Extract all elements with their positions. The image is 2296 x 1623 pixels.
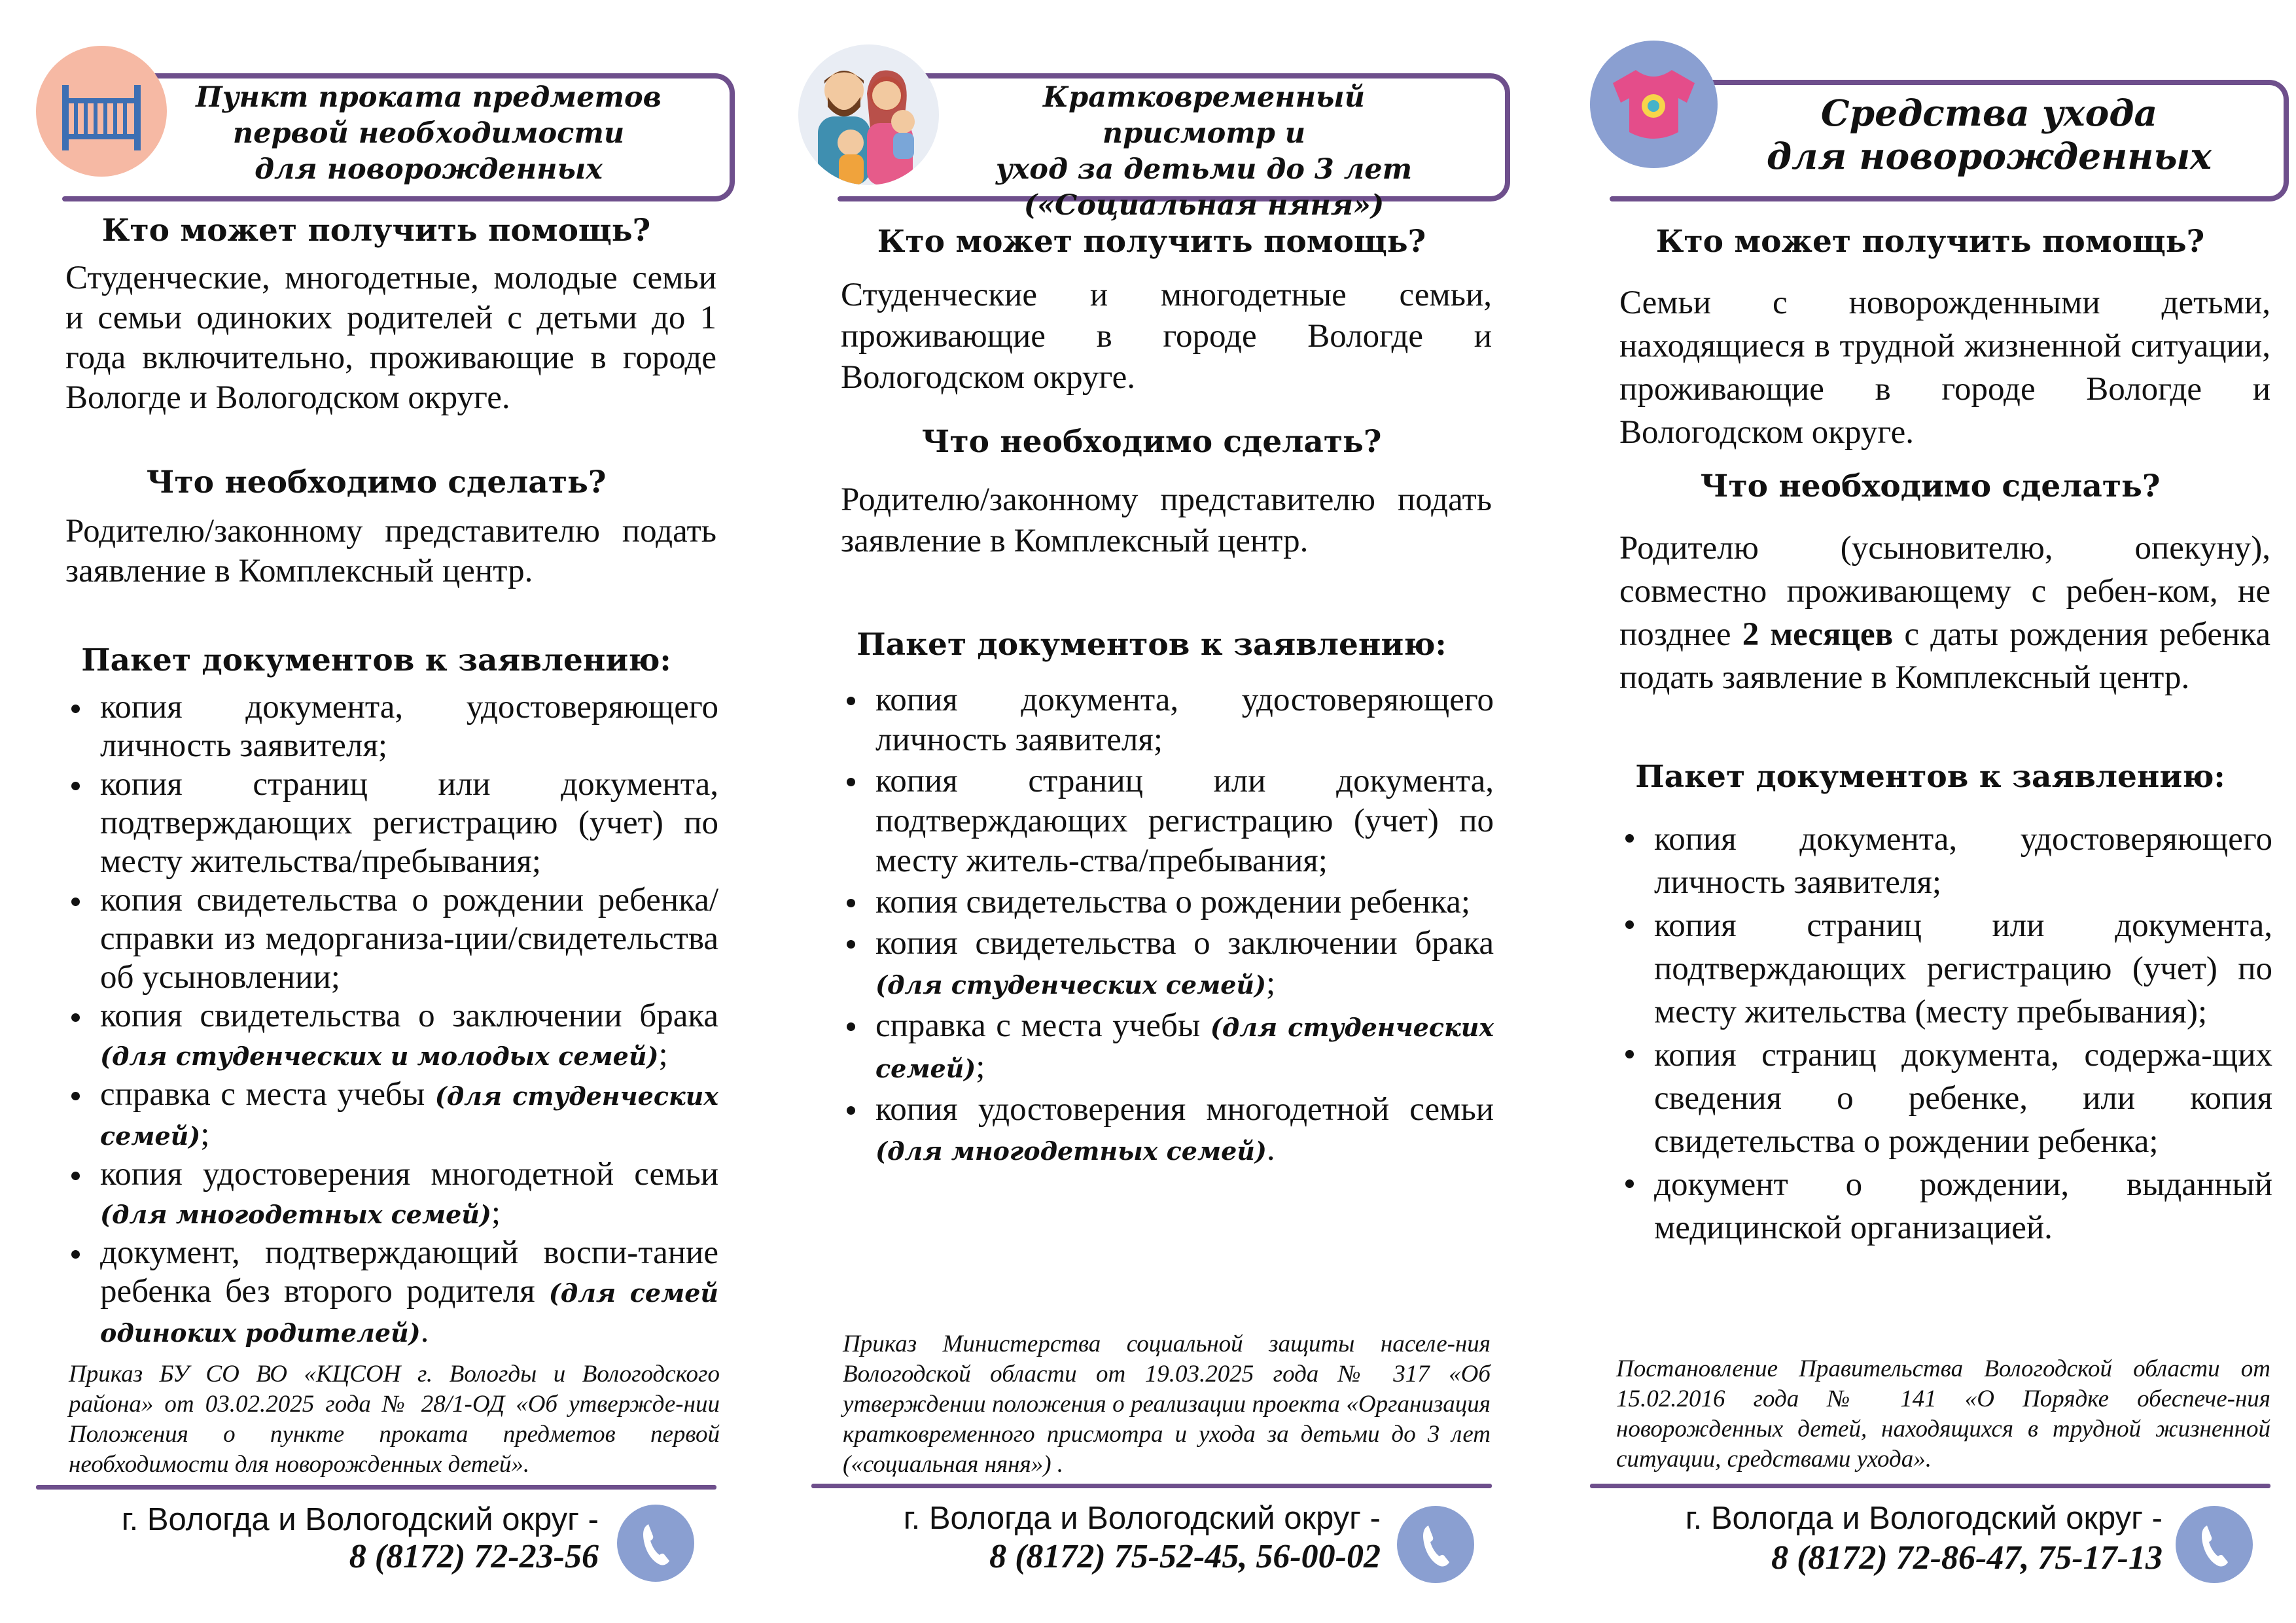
what-heading: Что необходимо сделать? [1700, 468, 2161, 504]
phone-number[interactable]: 8 (8172) 72-23-56 [349, 1538, 599, 1575]
docs-list [1623, 818, 2272, 1249]
who-heading: Кто может получить помощь? [101, 213, 651, 249]
docs-heading: Пакет документов к заявлению: [1635, 759, 2225, 795]
phone-icon[interactable] [617, 1505, 694, 1582]
who-text: Семьи с новорожденными детьми, находящиеся в трудной жизненной ситуации, проживающие в городе Вологде и Вологодском округе. [1619, 285, 2270, 451]
panel-title: Кратковременный присмотр и уход за детьми до 3 лет («Социальная няня») [995, 81, 1413, 222]
panel-rental [36, 0, 720, 1623]
list-item: копия страниц документа, содержа-щих сведения о ребенке, или копия свидетельства о рождении ребенка; [1654, 1034, 2272, 1163]
who-heading: Кто может получить помощь? [877, 224, 1426, 260]
footer-divider [1590, 1484, 2270, 1488]
what-heading: Что необходимо сделать? [146, 464, 607, 500]
family-icon [798, 44, 939, 185]
list-item: документ, подтверждающий воспи-тание ребенка без второго родителя (для семей одиноких родителей). [100, 1234, 718, 1352]
legal-reference: Постановление Правительства Вологодской области от 15.02.2016 года № 141 «О Порядке обеспече-ния новорожденных детей, находящихся в трудной жизненной ситуации, средствами ухода». [1616, 1355, 2270, 1473]
list-item: копия страниц или документа, подтверждающих регистрацию (учет) по месту житель-ства/пребывания; [875, 761, 1494, 881]
phone-icon[interactable] [1397, 1506, 1474, 1583]
list-item: копия свидетельства о рождении ребенка/справки из медорганиза-ции/свидетельства об усыновлении; [100, 882, 718, 996]
docs-heading: Пакет документов к заявлению: [857, 627, 1447, 663]
footer-divider [36, 1485, 716, 1490]
what-text: Родителю/законному представителю подать заявление в Комплексный центр. [65, 513, 716, 589]
panel-social-nanny [811, 0, 1492, 1623]
list-item: копия свидетельства о рождении ребенка; [875, 882, 1494, 922]
phone-number[interactable]: 8 (8172) 72-86-47, 75-17-13 [1771, 1539, 2163, 1577]
list-item: копия удостоверения многодетной семьи (для многодетных семей); [100, 1155, 718, 1234]
what-text: Родителю (усыновителю, опекуну), совместно проживающему с ребен-ком, не позднее 2 месяцев с даты рождения ребенка подать заявление в Комплексный центр. [1619, 530, 2270, 696]
panel-title: Средства ухода для новорожденных [1766, 92, 2212, 177]
list-item: копия свидетельства о заключении брака (для студенческих семей); [875, 924, 1494, 1005]
list-item: справка с места учебы (для студенческих семей); [100, 1075, 718, 1155]
list-item: справка с места учебы (для студенческих семей); [875, 1006, 1494, 1089]
panel-newborn-care [1590, 0, 2270, 1623]
city-label: г. Вологда и Вологодский округ - [903, 1501, 1381, 1536]
what-heading: Что необходимо сделать? [921, 424, 1382, 460]
city-label: г. Вологда и Вологодский округ - [1685, 1501, 2163, 1536]
footer-divider [811, 1484, 1492, 1488]
who-text: Студенческие, многодетные, молодые семьи и семьи одиноких родителей с детьми до 1 года включительно, проживающие в городе Вологде и Вологодском округе. [65, 260, 716, 416]
list-item: копия страниц или документа, подтверждающих регистрацию (учет) по месту жительства/пребывания; [100, 766, 718, 880]
city-label: г. Вологда и Вологодский округ - [121, 1502, 599, 1537]
list-item: копия удостоверения многодетной семьи (для многодетных семей). [875, 1090, 1494, 1171]
crib-icon [36, 46, 167, 177]
baby-bodysuit-icon [1590, 41, 1718, 168]
legal-reference: Приказ БУ СО ВО «КЦСОН г. Вологды и Вологодского района» от 03.02.2025 года № 28/1-ОД «Об утвержде-нии Положения о пункте проката предметов первой необходимости для новорожденных детей». [69, 1361, 720, 1478]
what-text: Родителю/законному представителю подать заявление в Комплексный центр. [841, 481, 1492, 559]
list-item: копия документа, удостоверяющего личность заявителя; [100, 689, 718, 764]
who-text: Студенческие и многодетные семьи, проживающие в городе Вологде и Вологодском округе. [841, 277, 1492, 396]
who-heading: Кто может получить помощь? [1655, 224, 2205, 260]
legal-reference: Приказ Министерства социальной защиты населе-ния Вологодской области от 19.03.2025 года № 317 «Об утверждении положения о реализации проекта «Организация кратковременного присмотра и ухода за детьми до 3 лет («социальная няня») . [843, 1331, 1491, 1478]
panel-title: Пункт проката предметов первой необходимости для новорожденных [196, 81, 662, 186]
list-item: копия документа, удостоверяющего личность заявителя; [875, 680, 1494, 760]
docs-list [69, 688, 718, 1352]
list-item: копия страниц или документа, подтверждающих регистрацию (учет) по месту жительства (месту пребывания); [1654, 904, 2272, 1034]
docs-heading: Пакет документов к заявлению: [81, 642, 671, 678]
list-item: копия свидетельства о заключении брака (для студенческих и молодых семей); [100, 997, 718, 1075]
phone-number[interactable]: 8 (8172) 75-52-45, 56-00-02 [989, 1538, 1381, 1575]
docs-list [844, 680, 1494, 1171]
list-item: документ о рождении, выданный медицинской организацией. [1654, 1163, 2272, 1249]
list-item: копия документа, удостоверяющего личность заявителя; [1654, 818, 2272, 904]
phone-icon[interactable] [2176, 1506, 2253, 1583]
